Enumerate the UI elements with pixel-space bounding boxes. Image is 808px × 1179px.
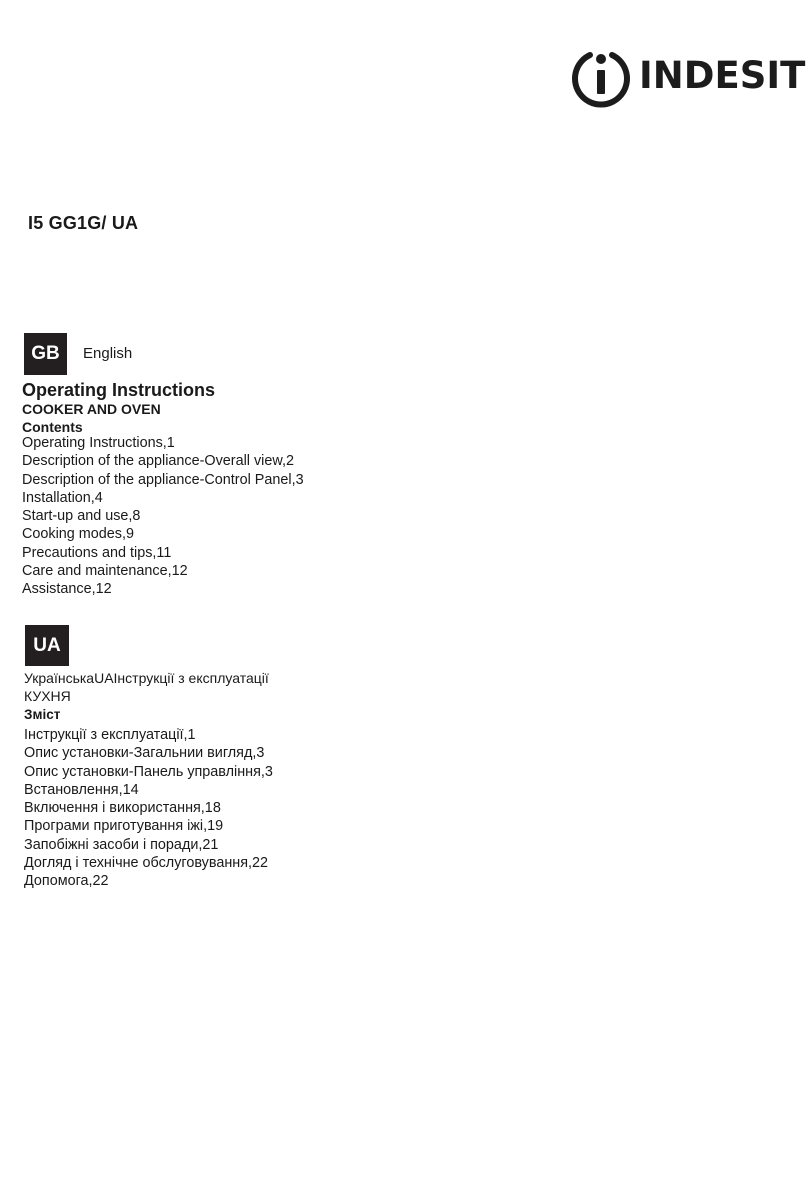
gb-subtitle: COOKER AND OVEN [22,401,161,417]
brand-wordmark: INDESIT [639,54,806,97]
ua-title: УкраїнськаUAІнструкції з експлуатації [24,670,269,686]
ua-contents-item[interactable]: Догляд і технічне обслуговування,22 [24,855,269,872]
gb-contents-item[interactable]: Cooking modes,9 [22,526,134,543]
ua-contents-list [24,726,273,891]
indesit-logo-symbol-icon [569,44,633,108]
gb-contents-item[interactable]: Assistance,12 [22,581,112,598]
ua-contents-item[interactable]: Опис установки-Панель управління,3 [24,763,273,780]
ua-language-badge: UA [25,625,69,666]
ua-contents-item[interactable]: Опис установки-Загальнии вигляд,3 [24,745,265,762]
ua-contents-heading: Зміст [24,707,61,722]
ua-contents-item[interactable]: Встановлення,14 [24,781,139,798]
gb-contents-item[interactable]: Installation,4 [22,489,103,506]
gb-contents-item[interactable]: Care and maintenance,12 [22,563,188,580]
ua-contents-item[interactable]: Інструкції з експлуатації,1 [24,727,196,743]
gb-contents-item[interactable]: Operating Instructions,1 [22,435,175,451]
gb-title: Operating Instructions [22,380,216,400]
gb-contents-item[interactable]: Precautions and tips,11 [22,544,172,561]
indesit-logo [569,44,806,108]
gb-contents-item[interactable]: Start-up and use,8 [22,508,141,525]
model-number: I5 GG1G/ UA [28,213,139,233]
gb-contents-list [22,434,304,599]
ua-subtitle: КУХНЯ [24,688,71,704]
ua-contents-item[interactable]: Програми приготування іжі,19 [24,818,224,835]
gb-contents-heading: Contents [22,419,83,435]
gb-language-badge: GB [24,333,67,375]
ua-contents-item[interactable]: Допомога,22 [24,873,109,890]
gb-contents-item[interactable]: Description of the appliance-Control Panel,3 [22,471,304,488]
gb-contents-item[interactable]: Description of the appliance-Overall view,2 [22,453,294,470]
ua-contents-item[interactable]: Включення і використання,18 [24,800,221,817]
gb-language-name: English [83,345,133,362]
ua-contents-item[interactable]: Запобіжні засоби і поради,21 [24,836,219,853]
